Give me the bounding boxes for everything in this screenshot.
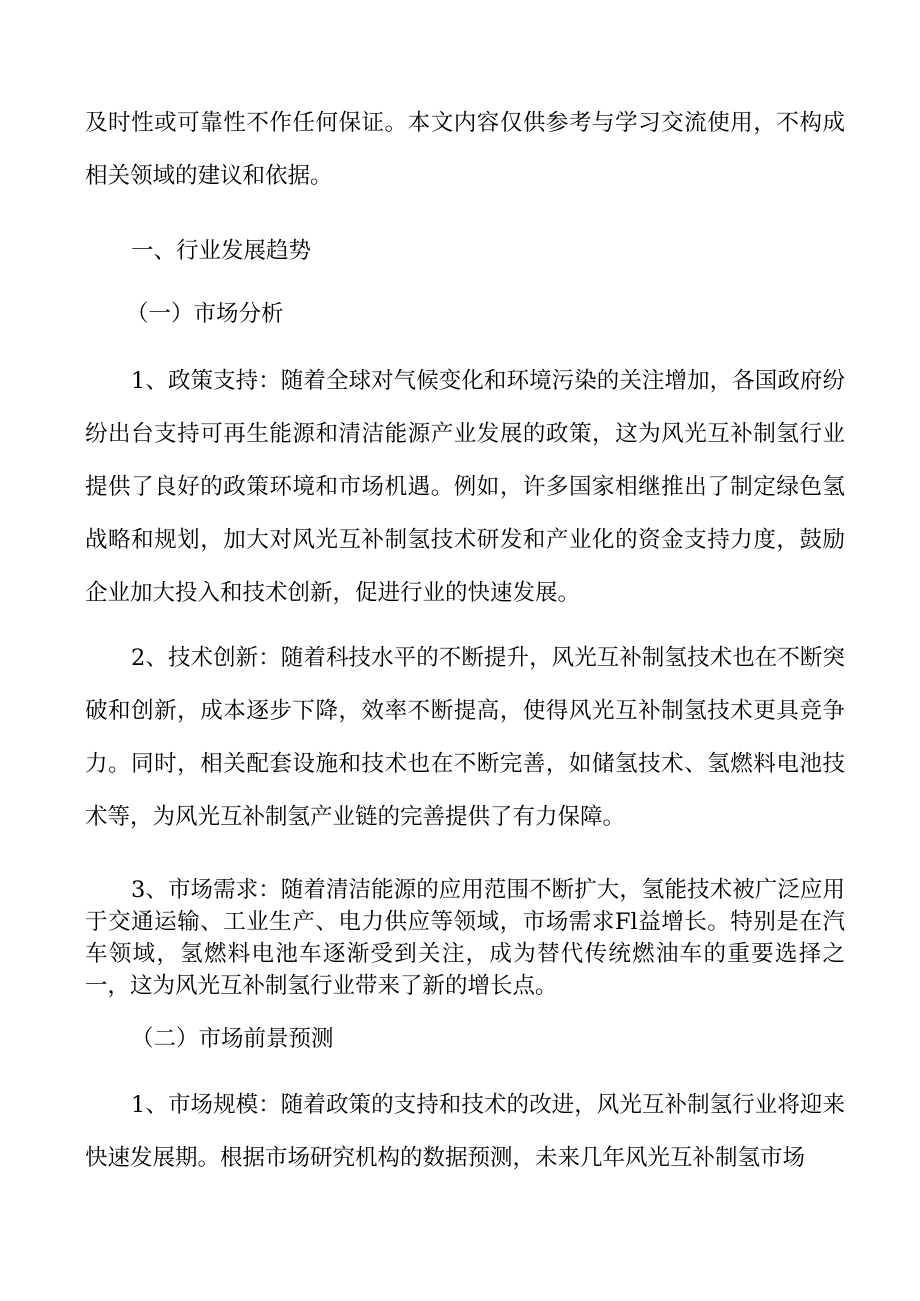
section-heading: 一、行业发展趋势 bbox=[131, 238, 312, 264]
subsection-heading-market-analysis: （一）市场分析 bbox=[126, 301, 284, 327]
paragraph-policy-support: 1、政策支持：随着全球对气候变化和环境污染的关注增加，各国政府纷纷出台支持可再生能源和清洁能源产业发展的政策，这为风光互补制氢行业提供了良好的政策环境和市场机遇。例如，许多国家相继推出了制定绿色氢战略和规划，加大对风光互补制氢技术研发和产业化的资金支持力度，鼓励企业加大投入和技术创新，促进行业的快速发展。 bbox=[85, 368, 845, 606]
paragraph-market-demand: 3、市场需求：随着清洁能源的应用范围不断扩大，氢能技术被广泛应用于交通运输、工业生产、电力供应等领域，市场需求Fl益增长。特别是在汽车领域，氢燃料电池车逐渐受到关注，成为替代传统燃油车的重要选择之一，这为风光互补制氢行业带来了新的增长点。 bbox=[85, 877, 845, 999]
paragraph-technical-innovation: 2、技术创新：随着科技水平的不断提升，风光互补制氢技术也在不断突破和创新，成本逐步下降，效率不断提高，使得风光互补制氢技术更具竞争力。同时，相关配套设施和技术也在不断完善，如储氢技术、氢燃料电池技术等，为风光互补制氢产业链的完善提供了有力保障。 bbox=[85, 645, 845, 830]
intro-paragraph: 及时性或可靠性不作任何保证。本文内容仅供参考与学习交流使用，不构成相关领域的建议和依据。 bbox=[85, 110, 845, 189]
subsection-heading-market-forecast: （二）市场前景预测 bbox=[131, 1026, 334, 1052]
paragraph-market-scale: 1、市场规模：随着政策的支持和技术的改进，风光互补制氢行业将迎来快速发展期。根据市场研究机构的数据预测，未来几年风光互补制氢市场 bbox=[85, 1092, 845, 1171]
